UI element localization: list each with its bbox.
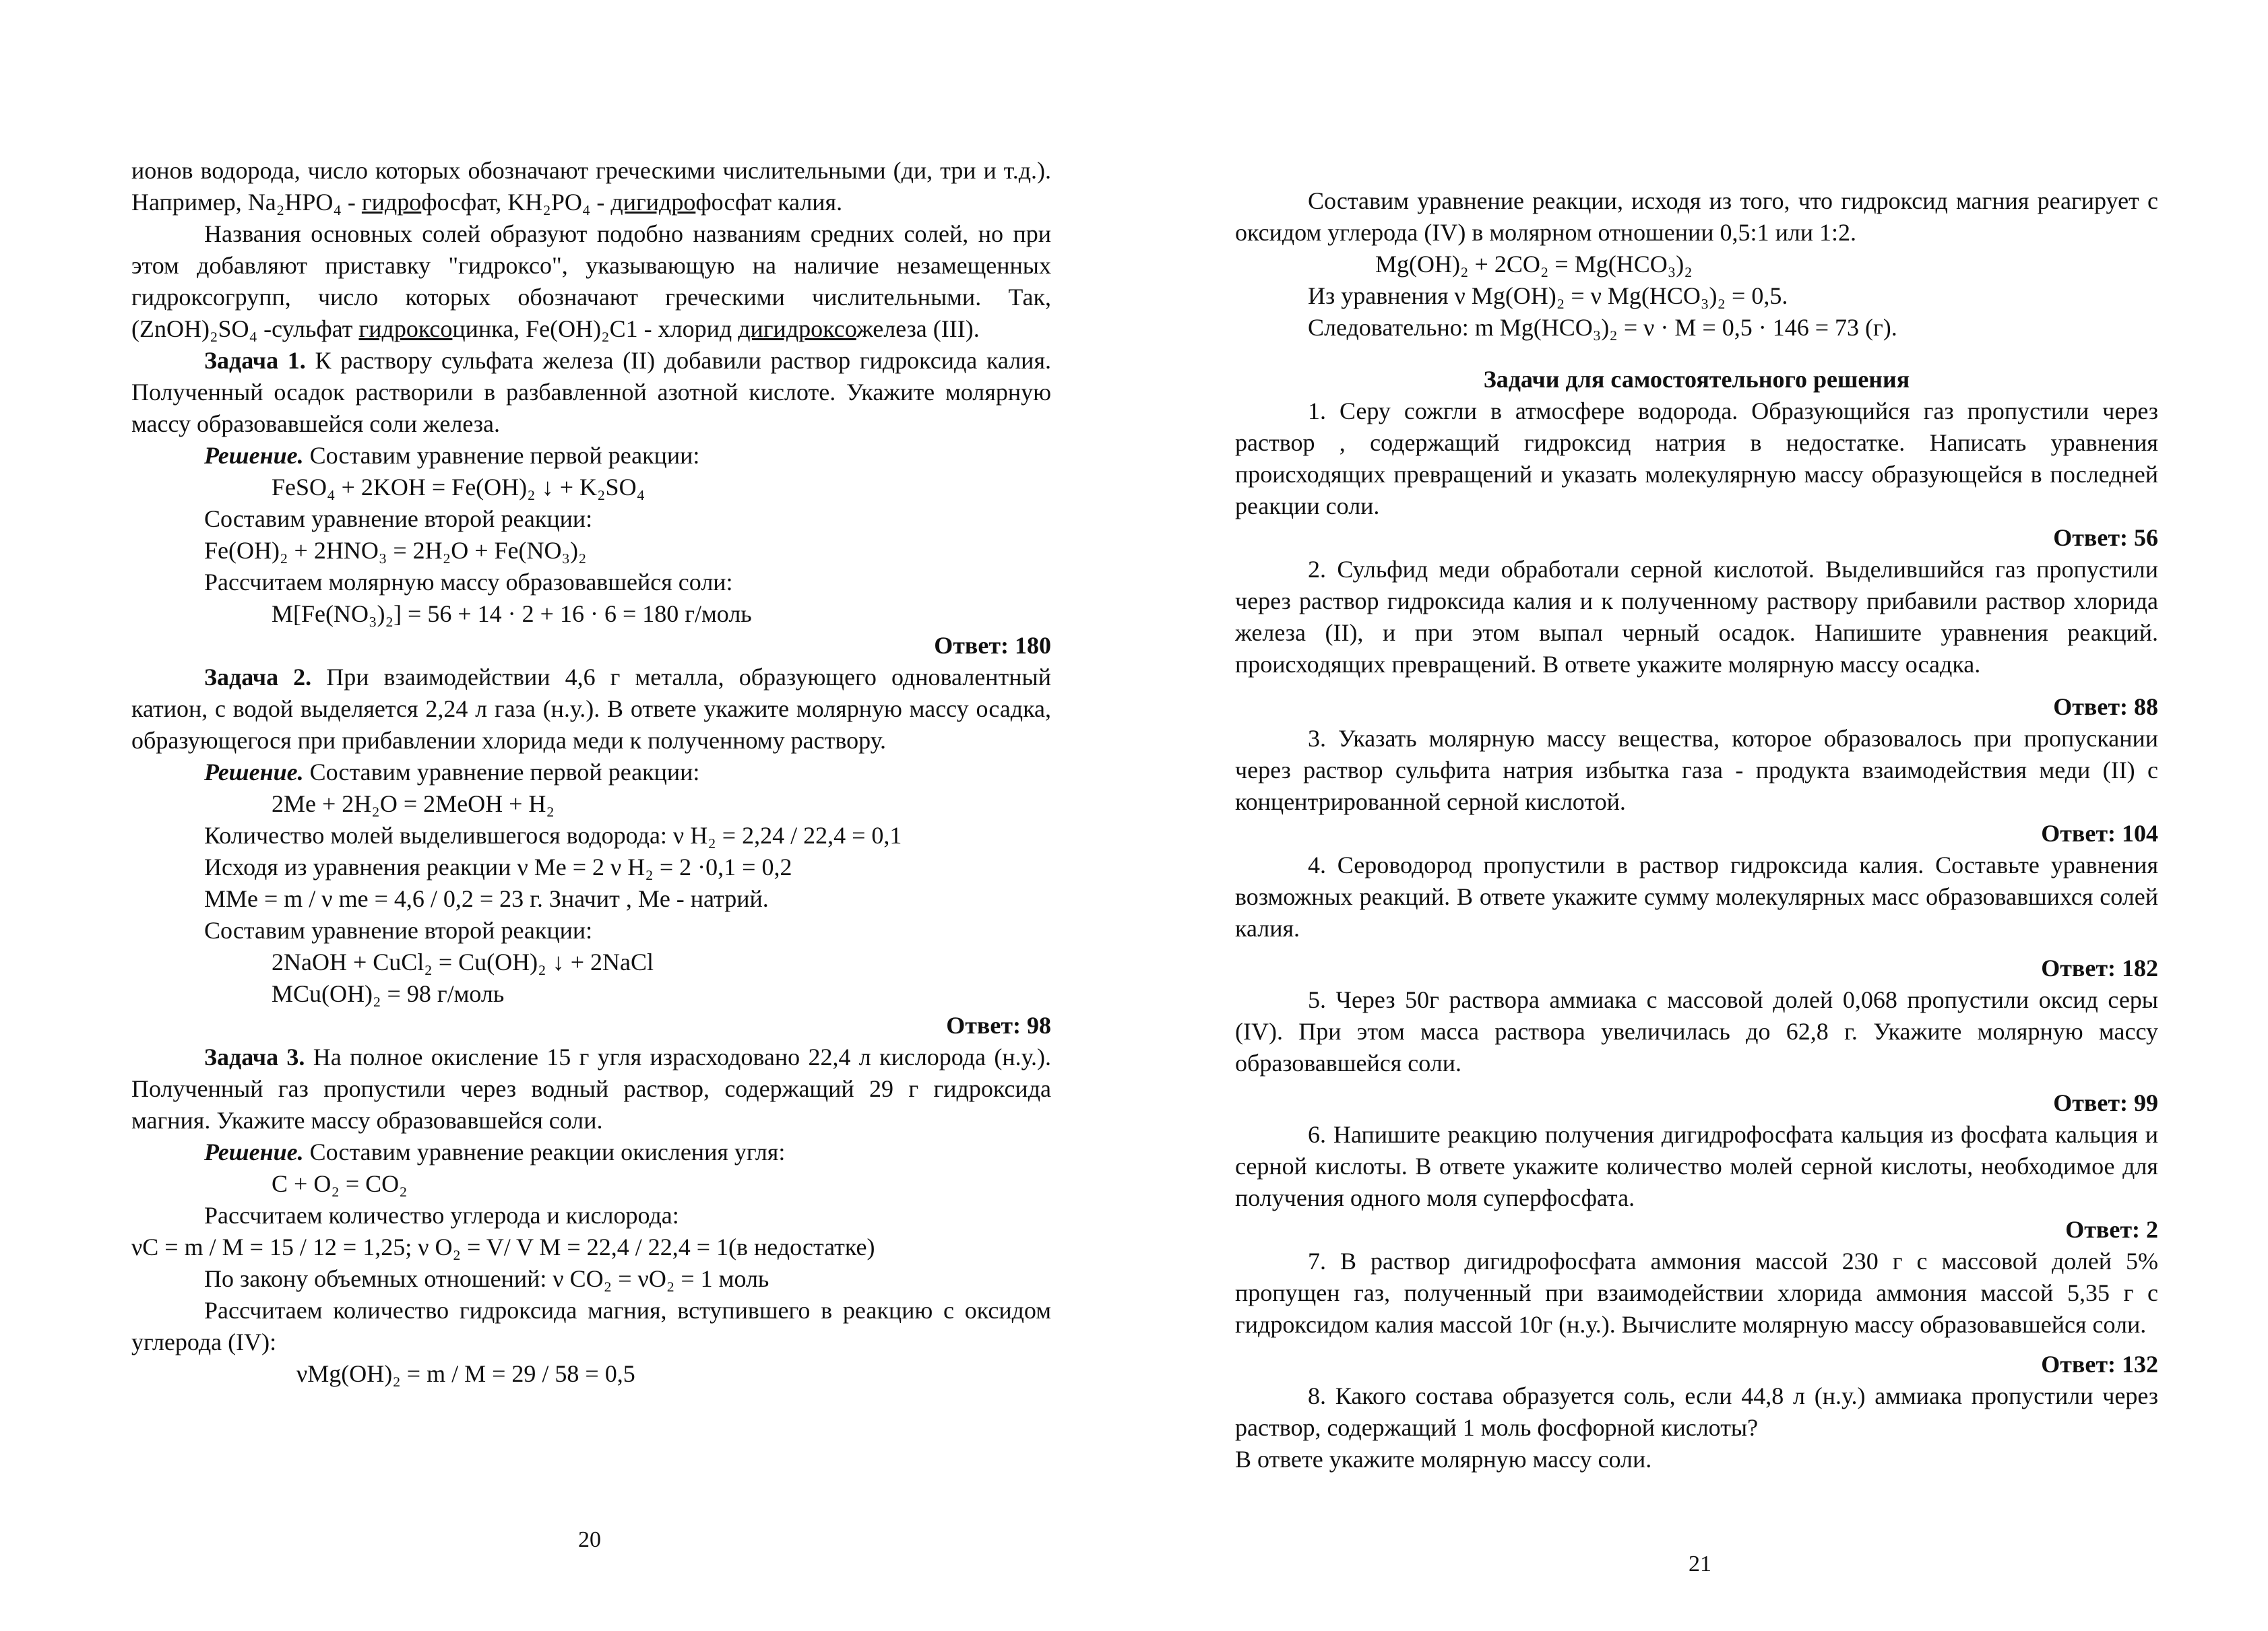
continuation-equation-2: Из уравнения ν Mg(OH)₂ = ν Mg(HCO₃)₂ = 0,5. xyxy=(1308,282,1788,309)
task-3-equation-1: C + O₂ = CO₂ xyxy=(272,1170,408,1197)
task-1-statement: Задача 1. К раствору сульфата железа (II) добавили раствор гидроксида калия. Полученный осадок растворили в разбавленной азотной кислоте. Укажите молярную массу образовавшейся соли железа. xyxy=(131,347,1052,437)
task-1-equation-3: M[Fe(NO₃)₂] = 56 + 14 · 2 + 16 · 6 = 180 г/моль xyxy=(272,600,752,627)
exercise-6: 6. Напишите реакцию получения дигидрофосфата кальция из фосфата кальция и серной кислоты. В ответе укажите количество молей серной кислоты, необходимое для получения одного моля суперфосфата. xyxy=(1235,1121,2158,1211)
task-1-equation-1: FeSO₄ + 2KOH = Fe(OH)₂ ↓ + K₂SO₄ xyxy=(272,474,645,501)
continuation-paragraph: Составим уравнение реакции, исходя из того, что гидроксид магния реагирует с оксидом углерода (IV) в молярном отношении 0,5:1 или 1:2. xyxy=(1235,187,2158,246)
task-2-solution-intro: Решение. Составим уравнение первой реакции: xyxy=(204,759,700,786)
exercise-1: 1. Серу сожгли в атмосфере водорода. Образующийся газ пропустили через раствор , содержащий гидроксид натрия в недостатке. Написать уравнения происходящих превращений и указать молекулярную массу образующейся в последней реакции соли. xyxy=(1235,397,2158,519)
task-3-equation-2: νC = m / M = 15 / 12 = 1,25; ν O₂ = V/ V M = 22,4 / 22,4 = 1(в недостатке) xyxy=(131,1234,875,1260)
exercise-5: 5. Через 50г раствора аммиака с массовой долей 0,068 пропустили оксид серы (IV). При этом масса раствора увеличилась до 62,8 г. Укажите молярную массу образовавшейся соли. xyxy=(1235,986,2158,1077)
task-2-step-2: Составим уравнение второй реакции: xyxy=(204,917,593,944)
exercise-3: 3. Указать молярную массу вещества, которое образовалось при пропускании через раствор сульфита натрия избытка газа - продукта взаимодействия меди (II) с концентрированной серной кислотой. xyxy=(1235,725,2158,815)
task-2-equation-3: MCu(OH)₂ = 98 г/моль xyxy=(272,980,505,1007)
page-number-right: 21 xyxy=(1689,1552,1711,1576)
intro-paragraph-1: ионов водорода, число которых обозначают греческими числительными (ди, три и т.д.). Например, Na₂HPO₄ - гидрофосфат, KH₂PO₄ - дигидрофосфат калия. xyxy=(131,157,1051,216)
task-1-solution-intro: Решение. Составим уравнение первой реакции: xyxy=(204,442,700,469)
exercise-6-answer: Ответ: 2 xyxy=(2065,1216,2158,1243)
page-number-left: 20 xyxy=(578,1527,601,1552)
left-page xyxy=(131,155,1051,1390)
task-2-statement: Задача 2. При взаимодействии 4,6 г металла, образующего одновалентный катион, с водой выделяется 2,24 л газа (н.у.). В ответе укажите молярную массу осадка, образующегося при прибавлении хлорида меди к полученному раствору. xyxy=(131,664,1051,754)
section-title: Задачи для самостоятельного решения xyxy=(1483,366,1910,393)
task-2-line-2: Исходя из уравнения реакции ν Me = 2 ν H₂ = 2 ·0,1 = 0,2 xyxy=(204,854,792,881)
task-3-step-2: Рассчитаем количество углерода и кислорода: xyxy=(204,1202,679,1229)
exercise-4: 4. Сероводород пропустили в раствор гидроксида калия. Составьте уравнения возможных реакций. В ответе укажите сумму молекулярных масс образовавшихся солей калия. xyxy=(1235,852,2158,942)
task-2-equation-2: 2NaOH + CuCl₂ = Cu(OH)₂ ↓ + 2NaCl xyxy=(272,949,654,976)
task-2-equation-1: 2Me + 2H₂O = 2MeOH + H₂ xyxy=(272,790,555,817)
task-1-step-3: Рассчитаем молярную массу образовавшейся соли: xyxy=(204,569,733,596)
intro-paragraph-2: Названия основных солей образуют подобно названиям средних солей, но при этом добавляют приставку "гидроксо", указывающую на наличие незамещенных гидроксогрупп, число которых обозначают греческими числительными. Так, (ZnOH)₂SO₄ -сульфат гидроксоцинка, Fe(OH)₂C1 - хлорид дигидроксожелеза (III). xyxy=(131,220,1051,342)
task-2-line-3: MMe = m / ν me = 4,6 / 0,2 = 23 г. Значит , Me - натрий. xyxy=(204,885,769,912)
task-1-step-2: Составим уравнение второй реакции: xyxy=(204,505,593,532)
continuation-equation-1: Mg(OH)₂ + 2CO₂ = Mg(HCO₃)₂ xyxy=(1375,251,1693,278)
exercise-2: 2. Сульфид меди обработали серной кислотой. Выделившийся газ пропустили через раствор гидроксида калия и к полученному раствору прибавили раствор хлорида железа (II), и при этом выпал черный осадок. Напишите уравнения реакций. происходящих превращений. В ответе укажите молярную массу осадка. xyxy=(1235,556,2158,678)
task-2-line-1: Количество молей выделившегося водорода: ν H₂ = 2,24 / 22,4 = 0,1 xyxy=(204,822,902,849)
exercise-8-tail: В ответе укажите молярную массу соли. xyxy=(1235,1446,1652,1473)
task-3-equation-3: По закону объемных отношений: ν CO₂ = νO₂ = 1 моль xyxy=(204,1265,769,1292)
right-page xyxy=(1235,185,2158,1475)
task-3-equation-4: νMg(OH)₂ = m / M = 29 / 58 = 0,5 xyxy=(296,1360,635,1387)
exercise-5-answer: Ответ: 99 xyxy=(2053,1089,2158,1116)
task-3-statement: Задача 3. На полное окисление 15 г угля израсходовано 22,4 л кислорода (н.у.). Полученный газ пропустили через водный раствор, содержащий 29 г гидроксида магния. Укажите массу образовавшейся соли. xyxy=(131,1044,1051,1134)
exercise-1-answer: Ответ: 56 xyxy=(2053,524,2158,551)
exercise-3-answer: Ответ: 104 xyxy=(2041,820,2158,847)
task-3-step-3: Рассчитаем количество гидроксида магния, вступившего в реакцию с оксидом углерода (IV): xyxy=(131,1297,1051,1355)
exercise-7-answer: Ответ: 132 xyxy=(2041,1351,2158,1378)
exercise-7: 7. В раствор дигидрофосфата аммония массой 230 г с массовой долей 5% пропущен газ, полученный при взаимодействии хлорида аммония массой 5,35 г с гидроксидом калия массой 10г (н.у.). Вычислите молярную массу образовавшейся соли. xyxy=(1235,1248,2158,1338)
exercise-2-answer: Ответ: 88 xyxy=(2053,693,2158,720)
task-3-solution-intro: Решение. Составим уравнение реакции окисления угля: xyxy=(204,1139,786,1165)
task-1-answer: Ответ: 180 xyxy=(934,632,1051,659)
exercise-4-answer: Ответ: 182 xyxy=(2041,955,2158,982)
task-2-answer: Ответ: 98 xyxy=(946,1012,1051,1039)
exercise-8: 8. Какого состава образуется соль, если 44,8 л (н.у.) аммиака пропустили через раствор, содержащий 1 моль фосфорной кислоты? xyxy=(1235,1382,2158,1441)
continuation-equation-3: Следовательно: m Mg(HCO₃)₂ = ν · M = 0,5 · 146 = 73 (г). xyxy=(1308,314,1897,341)
task-1-equation-2: Fe(OH)₂ + 2HNO₃ = 2H₂O + Fe(NO₃)₂ xyxy=(204,537,587,564)
